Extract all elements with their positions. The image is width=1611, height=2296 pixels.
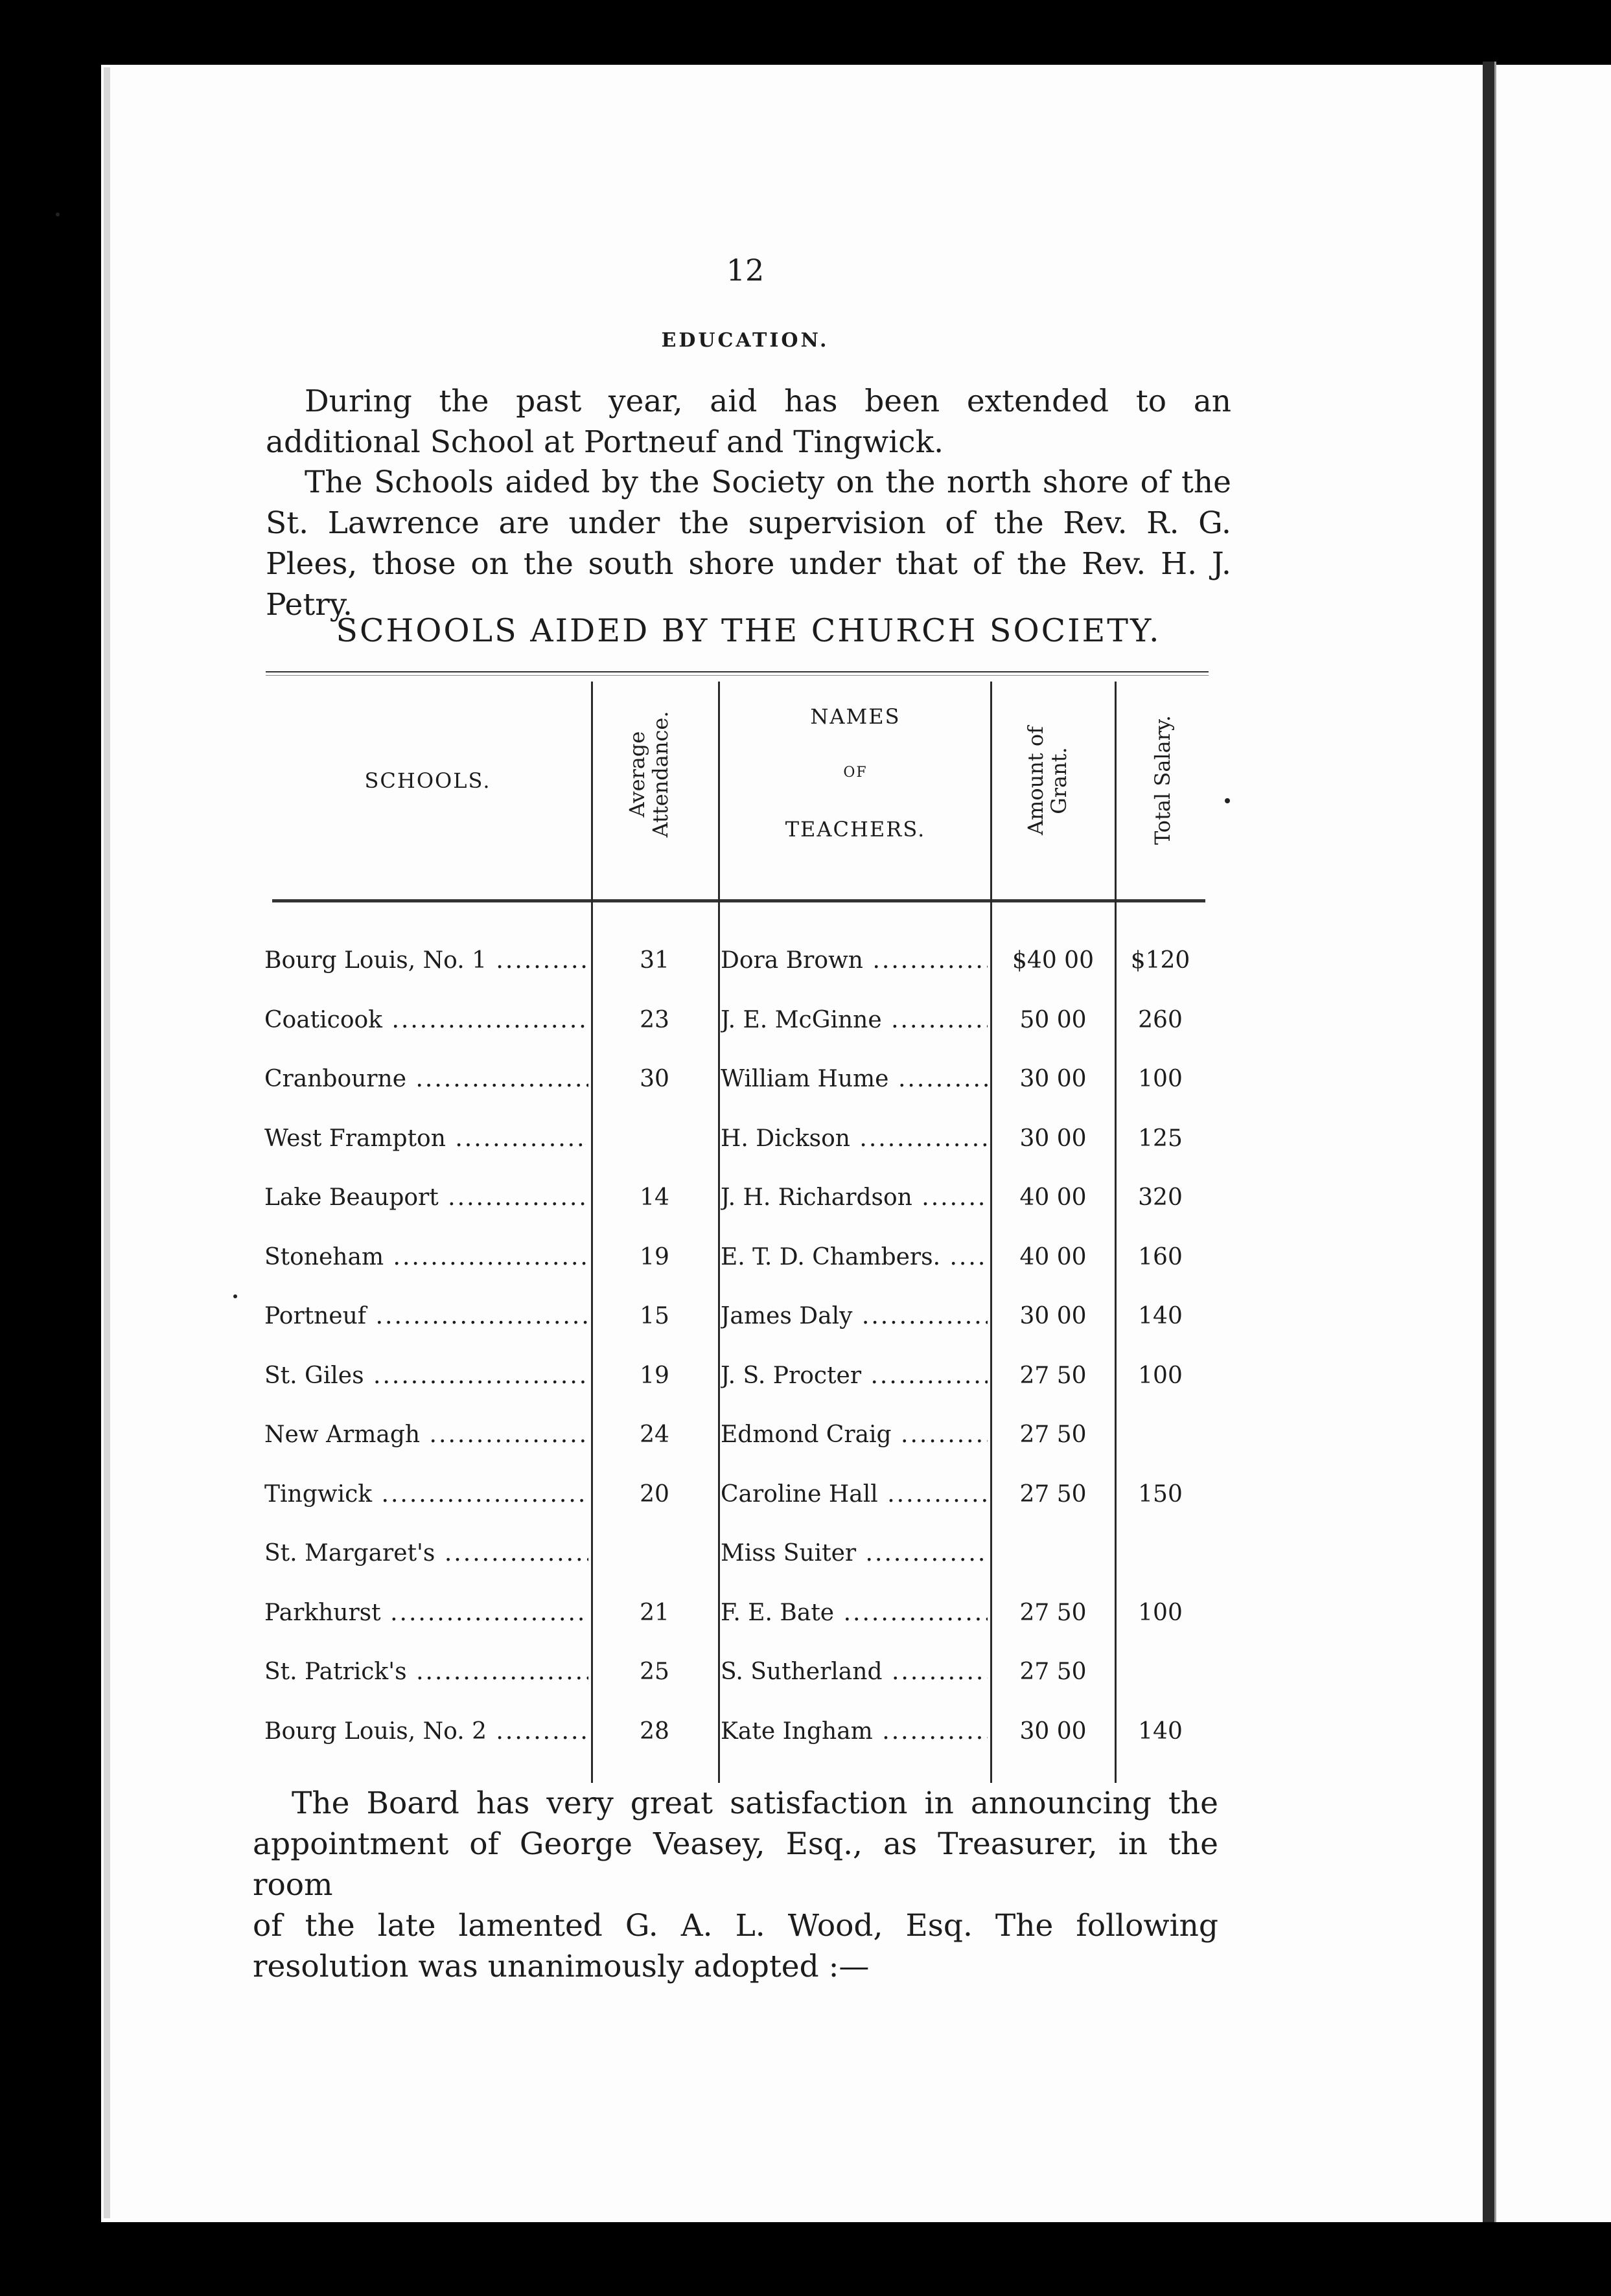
- table-row: [0, 1718, 1611, 1757]
- grant-cell: 50 00: [1019, 1007, 1087, 1033]
- table-row: [0, 1600, 1611, 1638]
- table-row: [0, 1066, 1611, 1105]
- teacher-cell: Caroline Hall .....: [721, 1481, 988, 1508]
- table-row: [0, 1303, 1611, 1342]
- school-cell: St. Patrick's .....: [264, 1659, 588, 1685]
- ink-speck: [233, 1294, 237, 1298]
- table-row: [0, 947, 1611, 986]
- closing-paragraph: [253, 1783, 1218, 1987]
- school-cell: St. Giles .....: [264, 1362, 588, 1389]
- ink-speck: [56, 212, 60, 216]
- teacher-cell: J. H. Richardson .....: [721, 1184, 988, 1211]
- salary-cell: 125: [1138, 1125, 1183, 1152]
- attendance-cell: 20: [640, 1481, 669, 1508]
- table-row: [0, 1659, 1611, 1697]
- salary-cell: 100: [1138, 1362, 1183, 1389]
- header-grant-line2: Grant.: [1047, 747, 1071, 814]
- grant-cell: 30 00: [1019, 1066, 1087, 1092]
- salary-cell: $120: [1130, 947, 1190, 974]
- table-top-rule-thin: [266, 675, 1209, 676]
- teacher-cell: Kate Ingham .....: [721, 1718, 988, 1745]
- salary-cell: 320: [1138, 1184, 1183, 1211]
- attendance-cell: 19: [640, 1244, 669, 1270]
- attendance-cell: 14: [640, 1184, 669, 1211]
- teacher-cell: J. S. Procter .....: [721, 1362, 988, 1389]
- table-row: [0, 1540, 1611, 1579]
- grant-cell: $40 00: [1012, 947, 1094, 974]
- grant-cell: 27 50: [1019, 1421, 1087, 1448]
- intro-paragraph-2: The Schools aided by the Society on the north shore of the St. Lawrence are under the supervision of the Rev. R. G. Plees, those on the south shore under that of the Rev. H. J. Petry.: [266, 465, 1231, 623]
- header-average-attendance: [625, 664, 684, 884]
- grant-cell: 30 00: [1019, 1125, 1087, 1152]
- salary-cell: 160: [1138, 1244, 1183, 1270]
- school-cell: Portneuf .....: [264, 1303, 588, 1329]
- attendance-cell: 21: [640, 1600, 669, 1626]
- attendance-cell: 30: [640, 1066, 669, 1092]
- salary-cell: 100: [1138, 1600, 1183, 1626]
- table-row: [0, 1421, 1611, 1460]
- section-heading: EDUCATION.: [661, 329, 829, 352]
- salary-cell: 100: [1138, 1066, 1183, 1092]
- header-names-line3: TEACHERS.: [785, 817, 926, 842]
- attendance-cell: 28: [640, 1718, 669, 1745]
- table-row: [0, 1362, 1611, 1401]
- grant-cell: 27 50: [1019, 1659, 1087, 1685]
- teacher-cell: William Hume .....: [721, 1066, 988, 1092]
- grant-cell: 27 50: [1019, 1362, 1087, 1389]
- intro-paragraph-1: During the past year, aid has been extended to an additional School at Portneuf and Tingwick.: [266, 384, 1231, 460]
- attendance-cell: 19: [640, 1362, 669, 1389]
- header-total-salary: Total Salary.: [1150, 715, 1175, 845]
- header-grant-line1: Amount of: [1023, 726, 1048, 836]
- grant-cell: 40 00: [1019, 1184, 1087, 1211]
- teacher-cell: J. E. McGinne .....: [721, 1007, 988, 1033]
- grant-cell: 30 00: [1019, 1303, 1087, 1329]
- header-attendance-line2: Attendance.: [648, 711, 673, 838]
- page-number: 12: [726, 253, 765, 288]
- header-names-line1: NAMES: [810, 704, 901, 729]
- header-names-line2: OF: [843, 764, 868, 781]
- teacher-cell: F. E. Bate .....: [721, 1600, 988, 1626]
- school-cell: New Armagh .....: [264, 1421, 588, 1448]
- teacher-cell: E. T. D. Chambers. .....: [721, 1244, 988, 1270]
- table-title: SCHOOLS AIDED BY THE CHURCH SOCIETY.: [336, 612, 1161, 649]
- table-header-rule: [272, 899, 1205, 902]
- attendance-cell: 23: [640, 1007, 669, 1033]
- ink-speck: [1225, 798, 1230, 803]
- table-row: [0, 1007, 1611, 1046]
- header-attendance-line1: Average: [625, 731, 649, 818]
- attendance-cell: 15: [640, 1303, 669, 1329]
- table-top-rule: [266, 671, 1209, 672]
- table-row: [0, 1125, 1611, 1164]
- table-row: [0, 1481, 1611, 1520]
- school-cell: Tingwick .....: [264, 1481, 588, 1508]
- grant-cell: 27 50: [1019, 1481, 1087, 1508]
- salary-cell: 260: [1138, 1007, 1183, 1033]
- grant-cell: 30 00: [1019, 1718, 1087, 1745]
- header-schools: SCHOOLS.: [364, 768, 491, 793]
- attendance-cell: 24: [640, 1421, 669, 1448]
- teacher-cell: S. Sutherland .....: [721, 1659, 988, 1685]
- school-cell: Parkhurst .....: [264, 1600, 588, 1626]
- teacher-cell: H. Dickson .....: [721, 1125, 988, 1152]
- table-row: [0, 1184, 1611, 1223]
- table-row: [0, 1244, 1611, 1283]
- school-cell: Stoneham .....: [264, 1244, 588, 1270]
- school-cell: Coaticook .....: [264, 1007, 588, 1033]
- attendance-cell: 25: [640, 1659, 669, 1685]
- salary-cell: 150: [1138, 1481, 1183, 1508]
- school-cell: Bourg Louis, No. 2 .....: [264, 1718, 588, 1745]
- school-cell: West Frampton .....: [264, 1125, 588, 1152]
- header-amount-of-grant: [1024, 677, 1082, 884]
- teacher-cell: James Daly .....: [721, 1303, 988, 1329]
- teacher-cell: Edmond Craig .....: [721, 1421, 988, 1448]
- closing-line: of the late lamented G. A. L. Wood, Esq. The following: [253, 1908, 1218, 1944]
- school-cell: Cranbourne .....: [264, 1066, 588, 1092]
- closing-line: The Board has very great satisfaction in announcing the: [292, 1785, 1218, 1821]
- grant-cell: 27 50: [1019, 1600, 1087, 1626]
- salary-cell: 140: [1138, 1718, 1183, 1745]
- school-cell: St. Margaret's .....: [264, 1540, 588, 1567]
- attendance-cell: 31: [640, 947, 669, 974]
- school-cell: Lake Beauport .....: [264, 1184, 588, 1211]
- teacher-cell: Miss Suiter .....: [721, 1540, 988, 1567]
- salary-cell: 140: [1138, 1303, 1183, 1329]
- header-names-of-teachers: [719, 706, 991, 840]
- closing-line: resolution was unanimously adopted :—: [253, 1949, 870, 1984]
- grant-cell: 40 00: [1019, 1244, 1087, 1270]
- closing-line: appointment of George Veasey, Esq., as Treasurer, in the room: [253, 1826, 1218, 1903]
- teacher-cell: Dora Brown .....: [721, 947, 988, 974]
- school-cell: Bourg Louis, No. 1 .....: [264, 947, 588, 974]
